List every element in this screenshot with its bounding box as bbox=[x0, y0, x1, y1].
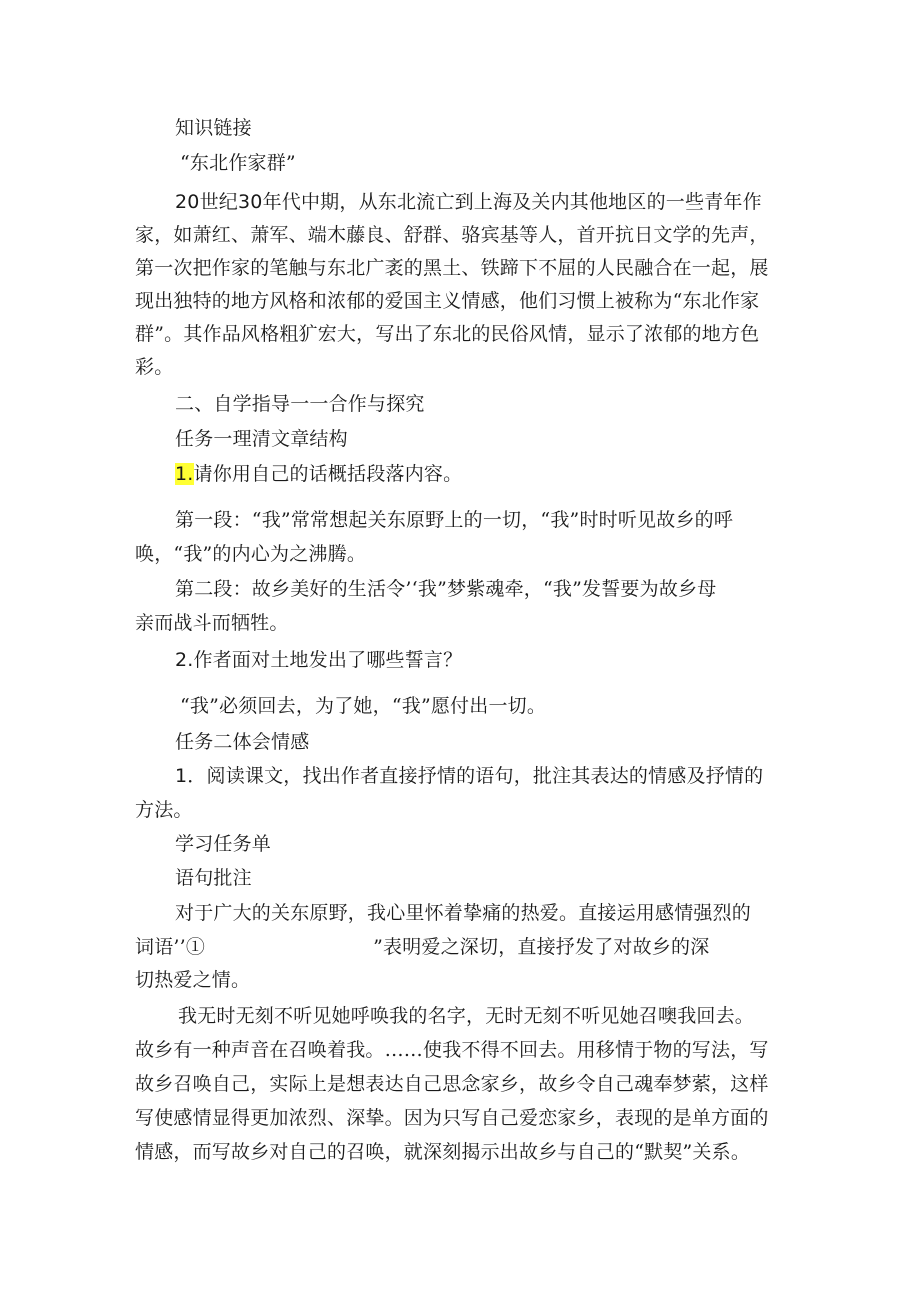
annotation-title: 语句批注 bbox=[175, 867, 252, 889]
knowledge-paragraph-line-2: 家，如萧红、萧军、端木藤良、舒群、骆宾基等人，首开抗日文学的先声， bbox=[135, 224, 769, 246]
worksheet-title: 学习任务单 bbox=[175, 833, 272, 855]
task-2-question-1-line-1: 1．阅读课文，找出作者直接抒情的语句，批注其表达的情感及抒情的 bbox=[175, 765, 764, 787]
annotation-2-line-4: 写使感情显得更加浓烈、深挚。因为只写自己爱恋家乡，表现的是单方面的 bbox=[135, 1107, 769, 1129]
knowledge-paragraph-line-6: 彩。 bbox=[135, 356, 174, 378]
answer-1-line-2: 唤，“我”的内心为之沸腾。 bbox=[135, 543, 367, 565]
knowledge-link-heading: 知识链接 bbox=[175, 117, 252, 139]
question-number-highlight: 1. bbox=[175, 463, 194, 485]
section-2-heading: 二、自学指导一一合作与探究 bbox=[175, 393, 425, 415]
annotation-2-line-3: 故乡召唤自己，实际上是想表达自己思念家乡，故乡令自己魂奉梦萦，这样 bbox=[135, 1073, 769, 1095]
task-1-question-2: 2.作者面对土地发出了哪些誓言？ bbox=[175, 649, 463, 671]
annotation-1-line-1: 对于广大的关东原野，我心里怀着挚痛的热爱。直接运用感情强烈的 bbox=[175, 902, 752, 924]
knowledge-paragraph-line-3: 第一次把作家的笔触与东北广袤的黑土、铁蹄下不屈的人民融合在一起，展 bbox=[135, 257, 769, 279]
answer-2-line-1: 第二段：故乡美好的生活令’‘我”梦紫魂牵，“我”发誓要为故乡母 bbox=[175, 578, 717, 600]
annotation-1-line-3: 切热爱之情。 bbox=[135, 969, 251, 991]
answer-1-line-1: 第一段：“我”常常想起关东原野上的一切，“我”时时听见故乡的呼 bbox=[175, 509, 734, 531]
annotation-2-line-2: 故乡有一种声音在召唤着我。……使我不得不回去。用移情于物的写法，写 bbox=[135, 1039, 769, 1061]
answer-2-line-2: 亲而战斗而牺牲。 bbox=[135, 612, 289, 634]
task-2-question-1-line-2: 方法。 bbox=[135, 799, 193, 821]
knowledge-paragraph-line-1: 20世纪30年代中期，从东北流亡到上海及关内其他地区的一些青年作 bbox=[175, 191, 762, 213]
annotation-1-line-2: 词语’’① ”表明爱之深切，直接抒发了对故乡的深 bbox=[135, 936, 710, 958]
knowledge-paragraph-line-4: 现出独特的地方风格和浓郁的爱国主义情感，他们习惯上被称为“东北作家 bbox=[135, 290, 760, 312]
task-1-question-1: 1.请你用自己的话概括段落内容。 bbox=[175, 463, 463, 485]
topic-title: “东北作家群” bbox=[180, 152, 296, 174]
answer-3: “我”必须回去，为了她，“我”愿付出一切。 bbox=[180, 695, 547, 717]
knowledge-paragraph-line-5: 群”。其作品风格粗犷宏大，写出了东北的民俗风情，显示了浓郁的地方色 bbox=[135, 323, 760, 345]
annotation-2-line-1: 我无时无刻不听见她呼唤我的名字，无时无刻不听见她召噢我回去。 bbox=[178, 1005, 755, 1027]
task-1-title: 任务一理清文章结构 bbox=[175, 428, 348, 450]
annotation-2-line-5: 情感，而写故乡对自己的召唤，就深刻揭示出故乡与自己的“默契”关系。 bbox=[135, 1141, 751, 1163]
task-2-title: 任务二体会情感 bbox=[175, 731, 310, 753]
